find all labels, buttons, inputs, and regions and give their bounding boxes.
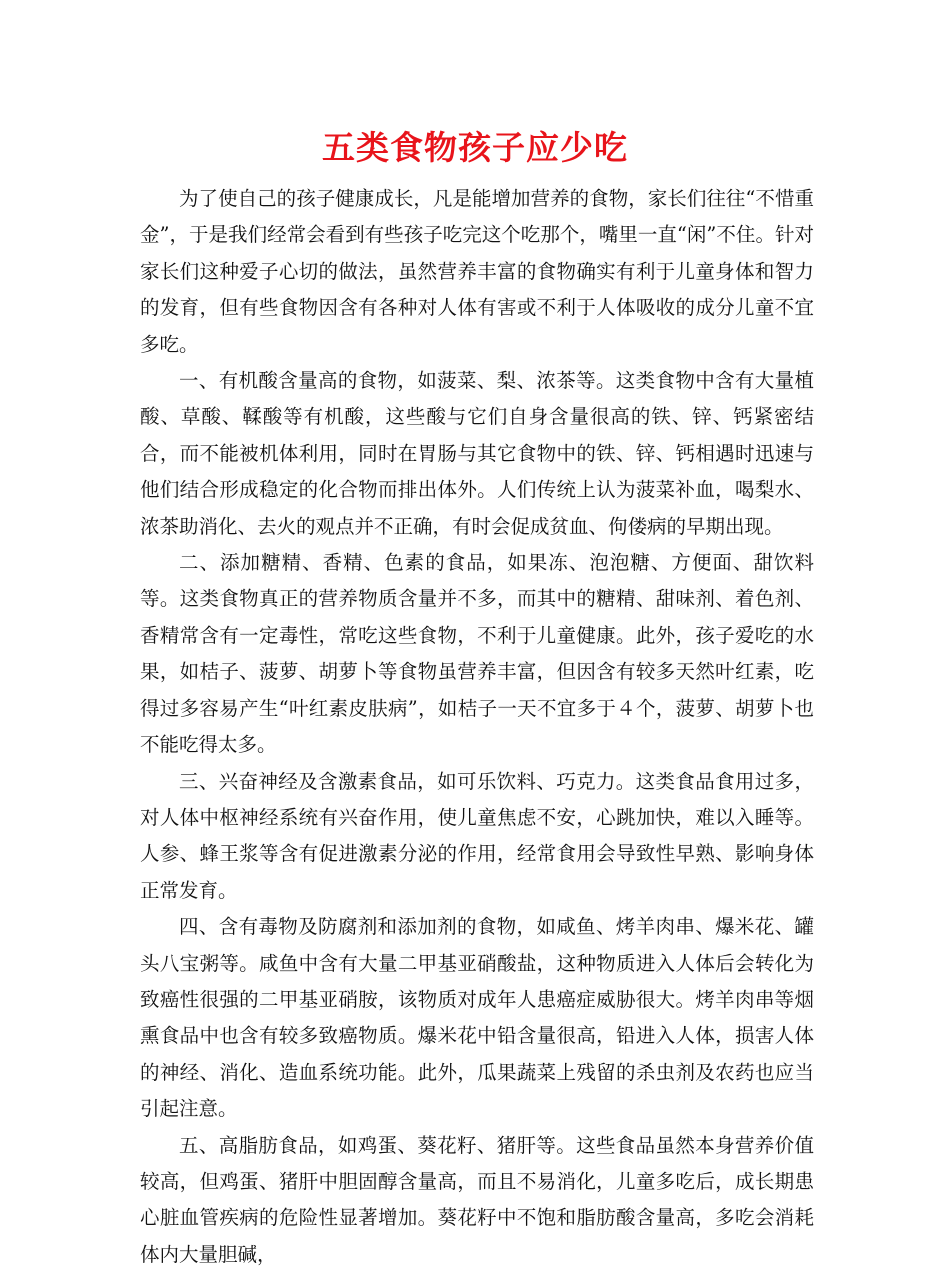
document-title: 五类食物孩子应少吃: [322, 128, 628, 167]
paragraph-section-5: 五、高脂肪食品，如鸡蛋、葵花籽、猪肝等。这些食品虽然本身营养价值较高，但鸡蛋、猪肝中胆固醇含量高，而且不易消化，儿童多吃后，成长期患心脏血管疾病的危险性显著增加。葵花籽中不饱和脂肪酸含量高，多吃会消耗体内大量胆碱，: [140, 1133, 814, 1266]
document-body: [140, 181, 814, 1273]
paragraph-section-4: 四、含有毒物及防腐剂和添加剂的食物，如咸鱼、烤羊肉串、爆米花、罐头八宝粥等。咸鱼中含有大量二甲基亚硝酸盐，这种物质进入人体后会转化为致癌性很强的二甲基亚硝胺，该物质对成年人患癌症威胁很大。烤羊肉串等烟熏食品中也含有较多致癌物质。爆米花中铅含量很高，铅进入人体，损害人体的神经、消化、造血系统功能。此外，瓜果蔬菜上残留的杀虫剂及农药也应当引起注意。: [140, 915, 814, 1121]
paragraph-section-2: 二、添加糖精、香精、色素的食品，如果冻、泡泡糖、方便面、甜饮料等。这类食物真正的营养物质含量并不多，而其中的糖精、甜味剂、着色剂、香精常含有一定毒性，常吃这些食物，不利于儿童健康。此外，孩子爱吃的水果，如桔子、菠萝、胡萝卜等食物虽营养丰富，但因含有较多天然叶红素，吃得过多容易产生“叶红素皮肤病”，如桔子一天不宜多于４个，菠萝、胡萝卜也不能吃得太多。: [140, 551, 814, 757]
paragraph-intro: 为了使自己的孩子健康成长，凡是能增加营养的食物，家长们往往“不惜重金”，于是我们经常会看到有些孩子吃完这个吃那个，嘴里一直“闲”不住。针对家长们这种爱子心切的做法，虽然营养丰富的食物确实有利于儿童身体和智力的发育，但有些食物因含有各种对人体有害或不利于人体吸收的成分儿童不宜多吃。: [140, 187, 814, 356]
paragraph-section-1: 一、有机酸含量高的食物，如菠菜、梨、浓茶等。这类食物中含有大量植酸、草酸、鞣酸等有机酸，这些酸与它们自身含量很高的铁、锌、钙紧密结合，而不能被机体利用，同时在胃肠与其它食物中的铁、锌、钙相遇时迅速与他们结合形成稳定的化合物而排出体外。人们传统上认为菠菜补血，喝梨水、浓茶助消化、去火的观点并不正确，有时会促成贫血、佝偻病的早期出现。: [140, 369, 814, 538]
paragraph-section-3: 三、兴奋神经及含激素食品，如可乐饮料、巧克力。这类食品食用过多，对人体中枢神经系统有兴奋作用，使儿童焦虑不安，心跳加快，难以入睡等。人参、蜂王浆等含有促进激素分泌的作用，经常食用会导致性早熟、影响身体正常发育。: [140, 769, 814, 902]
